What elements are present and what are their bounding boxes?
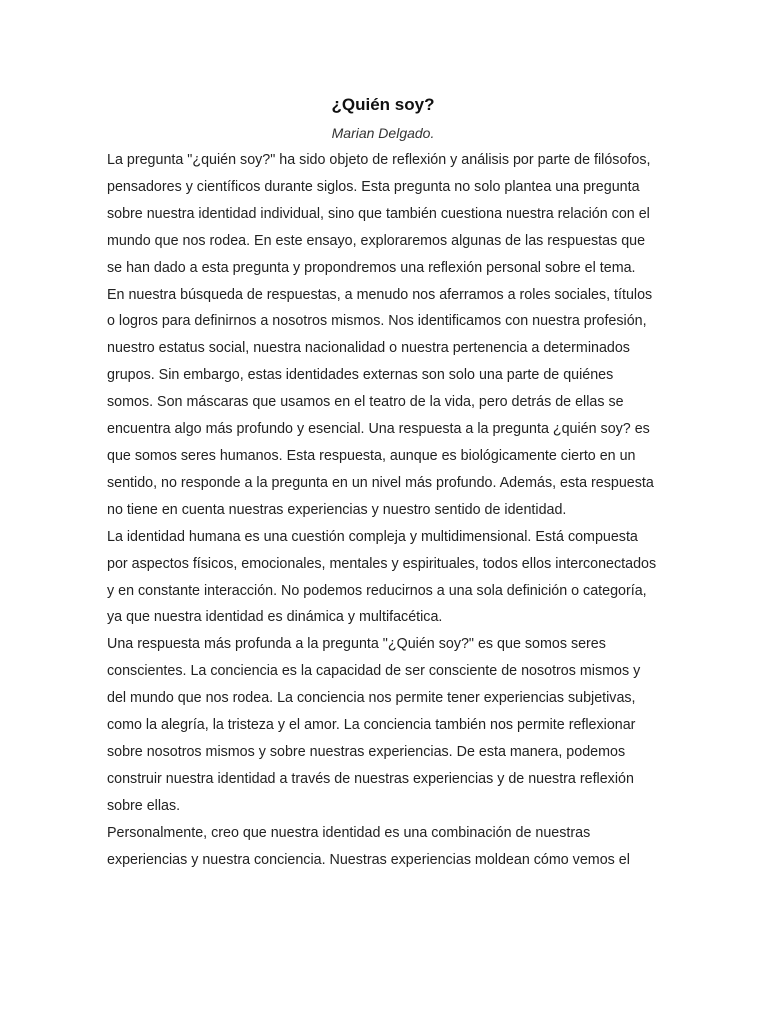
document-page	[107, 92, 659, 873]
paragraph-4: Una respuesta más profunda a la pregunta "¿Quién soy?" es que somos seres conscientes. La conciencia es la capacidad de ser consciente de nosotros mismos y del mundo que nos rodea. La conciencia nos permite tener experiencias subjetivas, como la alegría, la tristeza y el amor. La conciencia también nos permite reflexionar sobre nosotros mismos y sobre nuestras experiencias. De esta manera, podemos construir nuestra identidad a través de nuestras experiencias y de nuestra reflexión sobre ellas.	[107, 636, 641, 814]
document-author: Marian Delgado.	[331, 125, 435, 141]
document-title: ¿Quién soy?	[331, 95, 435, 114]
paragraph-5: Personalmente, creo que nuestra identidad es una combinación de nuestras experiencias y nuestra conciencia. Nuestras experiencias moldean cómo vemos el	[107, 824, 630, 868]
document-body	[107, 147, 659, 873]
paragraph-2: En nuestra búsqueda de respuestas, a menudo nos aferramos a roles sociales, títulos o logros para definirnos a nosotros mismos. Nos identificamos con nuestra profesión, nuestro estatus social, nuestra nacionalidad o nuestra pertenencia a determinados grupos. Sin embargo, estas identidades externas son solo una parte de quiénes somos. Son máscaras que usamos en el teatro de la vida, pero detrás de ellas se encuentra algo más profundo y esencial. Una respuesta a la pregunta ¿quién soy? es que somos seres humanos. Esta respuesta, aunque es biológicamente cierto en un sentido, no responde a la pregunta en un nivel más profundo. Además, esta respuesta no tiene en cuenta nuestras experiencias y nuestro sentido de identidad.	[107, 286, 654, 518]
paragraph-1: La pregunta "¿quién soy?" ha sido objeto de reflexión y análisis por parte de filósofos, pensadores y científicos durante siglos. Esta pregunta no solo plantea una pregunta sobre nuestra identidad individual, sino que también cuestiona nuestra relación con el mundo que nos rodea. En este ensayo, exploraremos algunas de las respuestas que se han dado a esta pregunta y propondremos una reflexión personal sobre el tema.	[107, 152, 651, 276]
paragraph-3: La identidad humana es una cuestión compleja y multidimensional. Está compuesta por aspectos físicos, emocionales, mentales y espirituales, todos ellos interconectados y en constante interacción. No podemos reducirnos a una sola definición o categoría, ya que nuestra identidad es dinámica y multifacética.	[107, 528, 657, 626]
